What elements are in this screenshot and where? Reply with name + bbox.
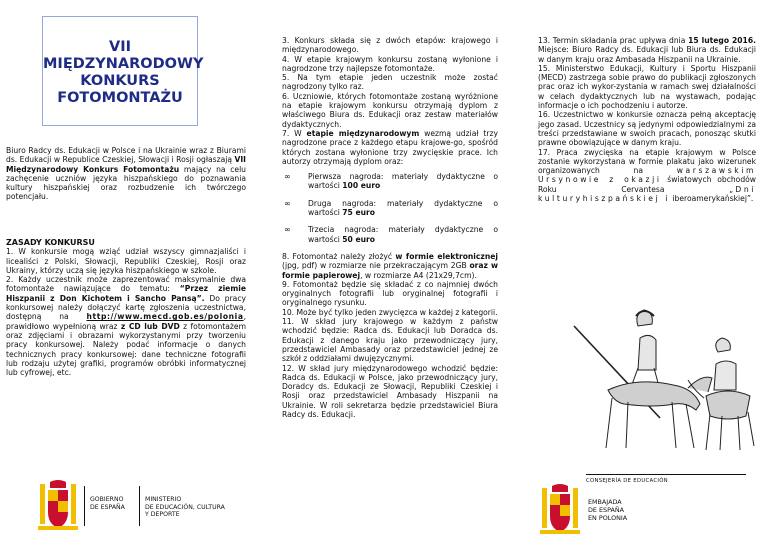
infinity-bullet-icon: ∞ [284,225,291,235]
rule-17: 17. Praca zwycięska na etapie krajowym w Polsce zostanie wykorzystana w formie plakatu jako wizerunek organizowanych na warszawskim Ursynowie z okazji światowych obchodów Roku Cervantesa „Dni kulturyhiszpańskiej i iberoamerykańskiej”. [538,147,756,204]
rules-continued [282,36,498,419]
rule-16: 16. Uczestnictwo w konkursie oznacza pełną akceptację jego zasad. Uczestnicy są jedynymi odpowiedzialnymi za treści przedstawiane w swoich pracach, ponosząc skutki prawne obowiązujące w danym kraju. [538,110,756,148]
consejeria-rule [586,474,746,475]
rule-10: 10. Może być tylko jeden zwycięzca w każdej z kategorii. [282,307,498,317]
ministry-label: MINISTERIO DE EDUCACIÓN, CULTURA Y DEPORTE [145,496,225,518]
rule-11: 11. W skład jury krajowego w każdym z państw wchodzić będzie: Radca ds. Edukacji lub Doradca ds. Edukacji z danego kraju jako przewodniczący jury, przedstawiciel Ambasady oraz przedstawiciel jednej ze szkół z oddziałami dwujęzycznymi. [282,317,498,364]
rule-8: 8. Fotomontaż należy złożyć w formie elektronicznej (jpg, pdf) w rozmiarze nie przekraczającym 2GB oraz w formie papierowej, w rozmiarze A4 (21x29,7cm). [282,251,498,280]
rules-final [538,36,756,203]
government-label: GOBIERNO DE ESPAÑA [90,496,125,511]
rule-12: 12. W skład jury międzynarodowego wchodzić będzie: Radca ds. Edukacji w Polsce, jako przewodniczący jury, Doradcy ds. Edukacji ze Słowacji, Republiki Czeskiej i Rosji oraz przedstawiciel Ambasady Hiszpanii na Ukrainie. W roli sekretarza będzie przedstawiciel Biura Radcy ds. Edukacji. [282,363,498,419]
embassy-logo [540,484,660,540]
rule-13: 13. Termin składania prac upływa dnia 15 lutego 2016. Miejsce: Biuro Radcy ds. Edukacji lub Biura ds. Edukacji w danym kraju oraz Ambasada Hiszpanii na Ukrainie. [538,36,756,64]
prize-item: ∞ Pierwsza nagroda: materiały dydaktyczne o wartości 100 euro [284,172,498,191]
rule-1: 1. W konkursie mogą wziąć udział wszyscy gimnazjaliści i licealiści z Polski, Słowacji, Republiki Czeskiej, Rosji oraz Ukrainy, którzy uczą się języka hiszpańskiego w szkole. [6,247,246,275]
rule-3: 3. Konkurs składa się z dwóch etapów: krajowego i międzynarodowego. [282,36,498,55]
rule-5: 5. Na tym etapie jeden uczestnik może zostać nagrodzony tylko raz. [282,73,498,92]
logo-divider [84,486,85,526]
rule-15: 15. Ministerstwo Edukacji, Kultury i Sportu Hiszpanii (MECD) zastrzega sobie prawo do publikacji zgłoszonych prac oraz ich wykor-zystania w ramach swej działalności w celach dydaktycznych lub na wystawach, podając informacje o ich pochodzeniu i autorze. [538,63,756,111]
logo-divider-2 [139,486,140,526]
mecd-link[interactable]: http://www.mecd.gob.es/polonia [86,312,244,322]
rules-heading: ZASADY KONKURSU [6,238,95,247]
column-left [0,0,256,543]
rule-9: 9. Fotomontaż będzie się składać z co najmniej dwóch oryginalnych fotografii lub oryginalnej fotografii i oryginalnego rysunku. [282,279,498,308]
consejeria-label: CONSEJERÍA DE EDUCACIÓN [586,474,746,484]
embassy-label: EMBAJADA DE ESPAÑA EN POLONIA [588,498,628,522]
infinity-bullet-icon: ∞ [284,198,291,208]
spain-coat-of-arms-icon [38,480,78,536]
rule-7: 7. W etapie międzynarodowym wezmą udział trzy nagrodzone prace z każdego etapu krajowe-go, spośród których zostana wyłonione trzy zwycięskie prace. Ich autorzy otrzymają dyplom oraz: [282,128,498,166]
don-quixote-illustration [568,286,768,466]
rules-section [6,238,246,377]
government-logo [38,480,248,536]
prize-list [282,172,498,244]
rule-6: 6. Uczniowie, których fotomontaże zostaną wyróżnione na etapie krajowym konkursu otrzymają dyplom z właściwego Biura ds. Edukacji oraz zestaw materiałów dydaktycznych. [282,91,498,129]
title-frame [42,16,204,126]
infinity-bullet-icon: ∞ [284,172,291,182]
rule-2: 2. Każdy uczestnik może zaprezentować maksymalnie dwa fotomontaże nawiązujące do tematu: “Przez ziemie Hiszpanii z Don Kichotem i Sancho Pansą”. Do pracy konkursowej należy dołączyć kartę zgłoszenia uczestnictwa, dostępną na http://www.mecd.gob.es/polonia, prawidłowo wypełnioną wraz z CD lub DVD z fotomontażem oraz zdjęciami i obrazami wykorzystanymi przy tworzeniu pracy konkursowej. Należy podać informacje o danych technicznych pracy konkursowej: dane techniczne fotografii lub rodzaju użytej grafiki, programów obróbki informatycznej lub cyfrowej, etc. [6,275,246,378]
prize-item: ∞ Trzecia nagroda: materiały dydaktyczne o wartości 50 euro [284,225,498,244]
intro-paragraph: Biuro Radcy ds. Edukacji w Polsce i na Ukrainie wraz z Biurami ds. Edukacji w Republice Czeskiej, Słowacji i Rosji ogłaszają VII Międzynarodowy Konkurs Fotomontażu mający na celu zachęcenie uczniów języka hiszpańskiego do poznawania kultury hiszpańskiej oraz rozbudzenie ich twórczego potencjału. [6,146,246,202]
spain-coat-of-arms-icon [540,484,580,540]
prize-item: ∞ Druga nagroda: materiały dydaktyczne o wartości 75 euro [284,198,498,218]
rule-4: 4. W etapie krajowym konkursu zostaną wyłonione i nagrodzone trzy najlepsze fotomontaże. [282,54,498,73]
column-middle [256,0,512,543]
page-title: VII MIĘDZYNARODOWY KONKURS FOTOMONTAŻU [43,39,204,106]
